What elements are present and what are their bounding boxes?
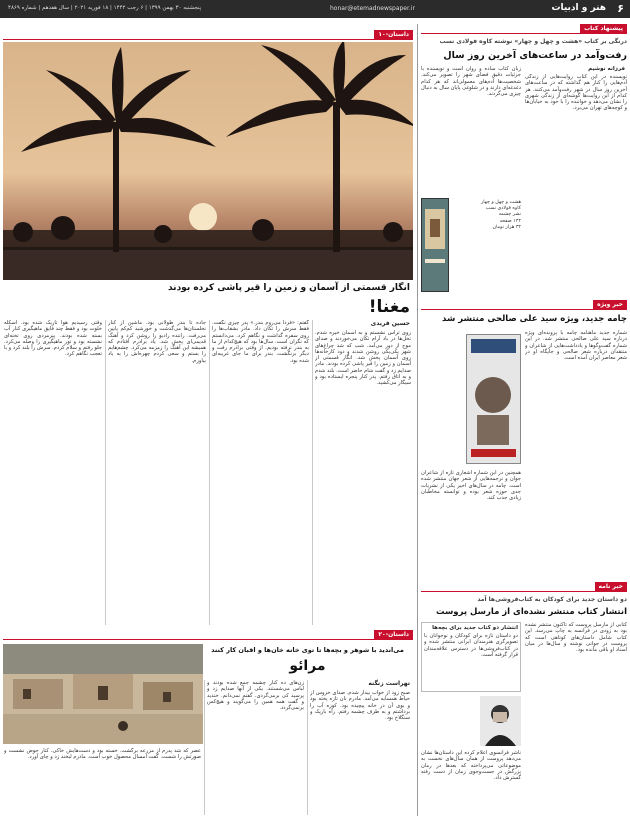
right-bottom-col-2: ناشر فرانسوی اعلام کرده این داستان‌ها نشان می‌دهد پروست از همان سال‌های نخست به موضوعاتی می‌پرداخته که بعدها در رمان بزرگش در جست‌وجوی زمان از دست رفته گسترش داد. — [421, 750, 521, 782]
book-info-list — [452, 200, 521, 260]
portrait-icon — [480, 696, 521, 746]
main-story-author: حسین فریدی — [370, 320, 410, 327]
second-story-photo — [3, 644, 203, 744]
date-line: پنجشنبه ۳۰ بهمن ۱۳۹۹ | ۶ رجب ۱۴۴۲ | ۱۸ فوریه ۲۰۲۱ | سال هفدهم | شماره ۴۸۶۹ — [8, 5, 202, 11]
book-info-title: هشت و چهل و چهار — [480, 200, 521, 205]
village-photo-icon — [3, 644, 203, 744]
second-story-col-3: عصر که شد پدرم از مزرعه برگشت. خسته بود و دست‌هایش خاکی. کنار حوض نشست و صورتش را شست. گفت امسال محصول خوب است. مادرم لبخند زد و چای آورد. — [4, 748, 201, 761]
right-top-title: رفت‌وآمد در ساعت‌های آخرین روز سال — [443, 50, 627, 61]
right-mid-col-2: همچنین در این شماره اشعاری تازه از شاعران جوان و ترجمه‌هایی از شعر جهان منتشر شده است. چامه در سال‌های اخیر یکی از نشریات جدی حوزه شعر بوده و توانسته مخاطبان زیادی جذب کند. — [421, 470, 521, 502]
right-mid-header — [421, 300, 627, 310]
kids-books-box-title: انتشار دو کتاب جدید برای بچه‌ها — [432, 625, 518, 631]
right-mid-tag: خبر ویژه — [593, 300, 627, 309]
main-story-col-1: روی تراس نشستم و به آسمان خیره شدم. نخل‌ها در باد آرام تکان می‌خوردند و صدای موج از دور می‌آمد. شب که شد چراغ‌های شهر یکی‌یکی روشن شدند و دود کارخانه‌ها روی آسمان پخش شد. انگار قسمتی از آسمان و زمین را قیر پاشی کرده بودند. مادر صدایم زد و گفت شام حاضر است. بلند شدم و به اتاق رفتم. پدر کنار پنجره ایستاده بود و سیگار می‌کشید. — [315, 330, 411, 387]
second-story-col-2: زن‌های ده کنار چشمه جمع شده بودند و لباس می‌شستند. یکی از آنها صدایم زد و پرسید کی برمی‌گردی. گفتم نمی‌دانم. خندید و گفت همه همین را می‌گویند و هیچ‌کس برنمی‌گردد. — [207, 680, 304, 712]
palm-sunset-icon — [3, 42, 413, 280]
right-top-tag: پیشنهاد کتاب — [580, 24, 627, 33]
magazine-cover-icon — [467, 335, 520, 463]
book-cover — [421, 198, 449, 292]
right-bottom-kicker: دو داستان جدید برای کودکان به کتاب‌فروشی‌ها آمد — [477, 596, 627, 603]
second-story-title: مرائو — [289, 658, 326, 674]
main-story-header — [3, 30, 413, 40]
second-story-subtitle: می‌اندید با شوهر و بچه‌ها تا توی خانه خان‌ها و اقبان کار کنند — [211, 646, 404, 654]
main-story-title: مغنا! — [368, 297, 410, 317]
chameh-cover — [466, 334, 521, 464]
kids-books-box-text: دو داستان تازه برای کودکان و نوجوانان با تصویرگری هنرمندان ایرانی منتشر شده و در کتاب‌فروشی‌ها در دسترس علاقه‌مندان قرار گرفته است. — [424, 633, 518, 658]
right-bottom-col-1: کتابی از مارسل پروست که تاکنون منتشر نشده بود به زودی در فرانسه به چاپ می‌رسد. این کتاب شامل داستان‌های کوتاهی است که پروست در جوانی نوشته و سال‌ها در میان اسناد او باقی مانده بود. — [525, 622, 627, 654]
email-link[interactable]: honar@etemadnewspaper.ir — [330, 5, 415, 12]
right-top-col-2: زبان کتاب ساده و روان است و نویسنده با جزئیات دقیق فضای شهر را تصویر می‌کند. شخصیت‌ها آدم‌های معمولی‌اند که هر کدام دغدغه‌ای دارند و در شلوغی پایان سال به دنبال چیزی می‌گردند. — [421, 66, 521, 98]
right-mid-title: چامه جدید، ویژه سید علی صالحی منتشر شد — [442, 314, 627, 324]
section-number: ۶ — [617, 2, 624, 15]
main-story-tag: داستان-۱۰ — [374, 30, 413, 39]
book-info-author: کاوه فولادی نسب — [485, 206, 521, 212]
book-info-pages: ۱۴۴ صفحه — [499, 218, 521, 224]
proust-portrait — [480, 696, 521, 746]
second-story-tag: داستان-۲۰ — [374, 630, 413, 639]
main-story-subtitle: انگار قسمتی از آسمان و زمین را قیر پاشی کرده بودند — [167, 283, 410, 293]
right-bottom-header — [421, 582, 627, 592]
right-top-header — [421, 24, 627, 34]
main-story-col-3: جاده تا بندر طولانی بود. ماشین از کنار نخلستان‌ها می‌گذشت و خورشید کم‌کم پایین می‌رفت. راننده رادیو را روشن کرد و آهنگ قدیمی‌ای پخش شد. یاد برادرم افتادم که همیشه این آهنگ را زمزمه می‌کرد. چشم‌هایم را بستم و سعی کردم چهره‌اش را به یاد بیاورم. — [108, 320, 206, 364]
masthead-bar — [0, 0, 630, 18]
right-top-author: فرزانه نوشیم — [588, 66, 625, 72]
right-top-col-1: نویسنده در این کتاب روایت‌هایی از زندگی آدم‌هایی را کنار هم گذاشته که در ساعت‌های آخرین روز سال در شهر رفت‌وآمد می‌کنند. هر کدام از این روایت‌ها گوشه‌ای از زندگی شهری را نشان می‌دهد و خواننده را با خود به خیابان‌ها و کوچه‌های تهران می‌برد. — [525, 74, 627, 112]
main-story-col-2: گفتم: «فردا می‌روم بندر.» پدر چیزی نگفت. فقط سرش را تکان داد. مادر بشقاب‌ها را روی سفره گذاشت و نگاهم کرد. می‌دانستم که نگران است. سال‌ها بود که هیچ‌کدام از ما به بندر نرفته بودیم. از وقتی برادرم رفت و دیگر برنگشت، بندر برای ما جای غریبه‌ای شده بود. — [212, 320, 309, 364]
right-bottom-tag: خبر نامه — [595, 582, 627, 591]
main-photo — [3, 42, 413, 280]
book-info-publisher: نشر چشمه — [498, 212, 521, 218]
right-mid-col-1: شماره جدید ماهنامه چامه با پرونده‌ای ویژه درباره سید علی صالحی منتشر شد. در این شماره گفت‌وگوها و یادداشت‌هایی از شاعران و منتقدان درباره شعر صالحی و جایگاه او در شعر معاصر ایران آمده است. — [525, 330, 627, 362]
second-story-author: تهراست زنگنه — [368, 680, 410, 687]
main-story-col-4: وقتی رسیدیم هوا تاریک شده بود. اسکله خلوت بود و فقط چند قایق ماهیگیری کنار آب بسته شده بودند. پیرمردی روی تخته‌ای نشسته بود و تور ماهیگیری را وصله می‌کرد. جلو رفتم و سلام کردم. سرش را بلند کرد و با تعجب نگاهم کرد. — [4, 320, 102, 358]
book-info-price: ۳۴ هزار تومان — [492, 224, 521, 230]
right-bottom-title: انتشار کتاب منتشر نشده‌ای از مارسل پروست — [435, 607, 627, 617]
second-story-header — [3, 630, 413, 640]
second-story-col-1: صبح زود از خواب بیدار شدم. صدای خروس از حیاط همسایه می‌آمد. مادرم نان تازه پخته بود و بوی آن در خانه پیچیده بود. کوزه آب را برداشتم و به طرف چشمه رفتم. راه باریک و سنگلاخ بود. — [310, 690, 410, 722]
kids-books-box — [421, 622, 521, 692]
book-cover-icon — [422, 199, 448, 291]
section-title: هنر و ادبیات — [551, 3, 606, 13]
right-top-kicker: درنگی بر کتاب «هشت و چهل و چهار» نوشته کاوه فولادی نسب — [439, 38, 627, 45]
